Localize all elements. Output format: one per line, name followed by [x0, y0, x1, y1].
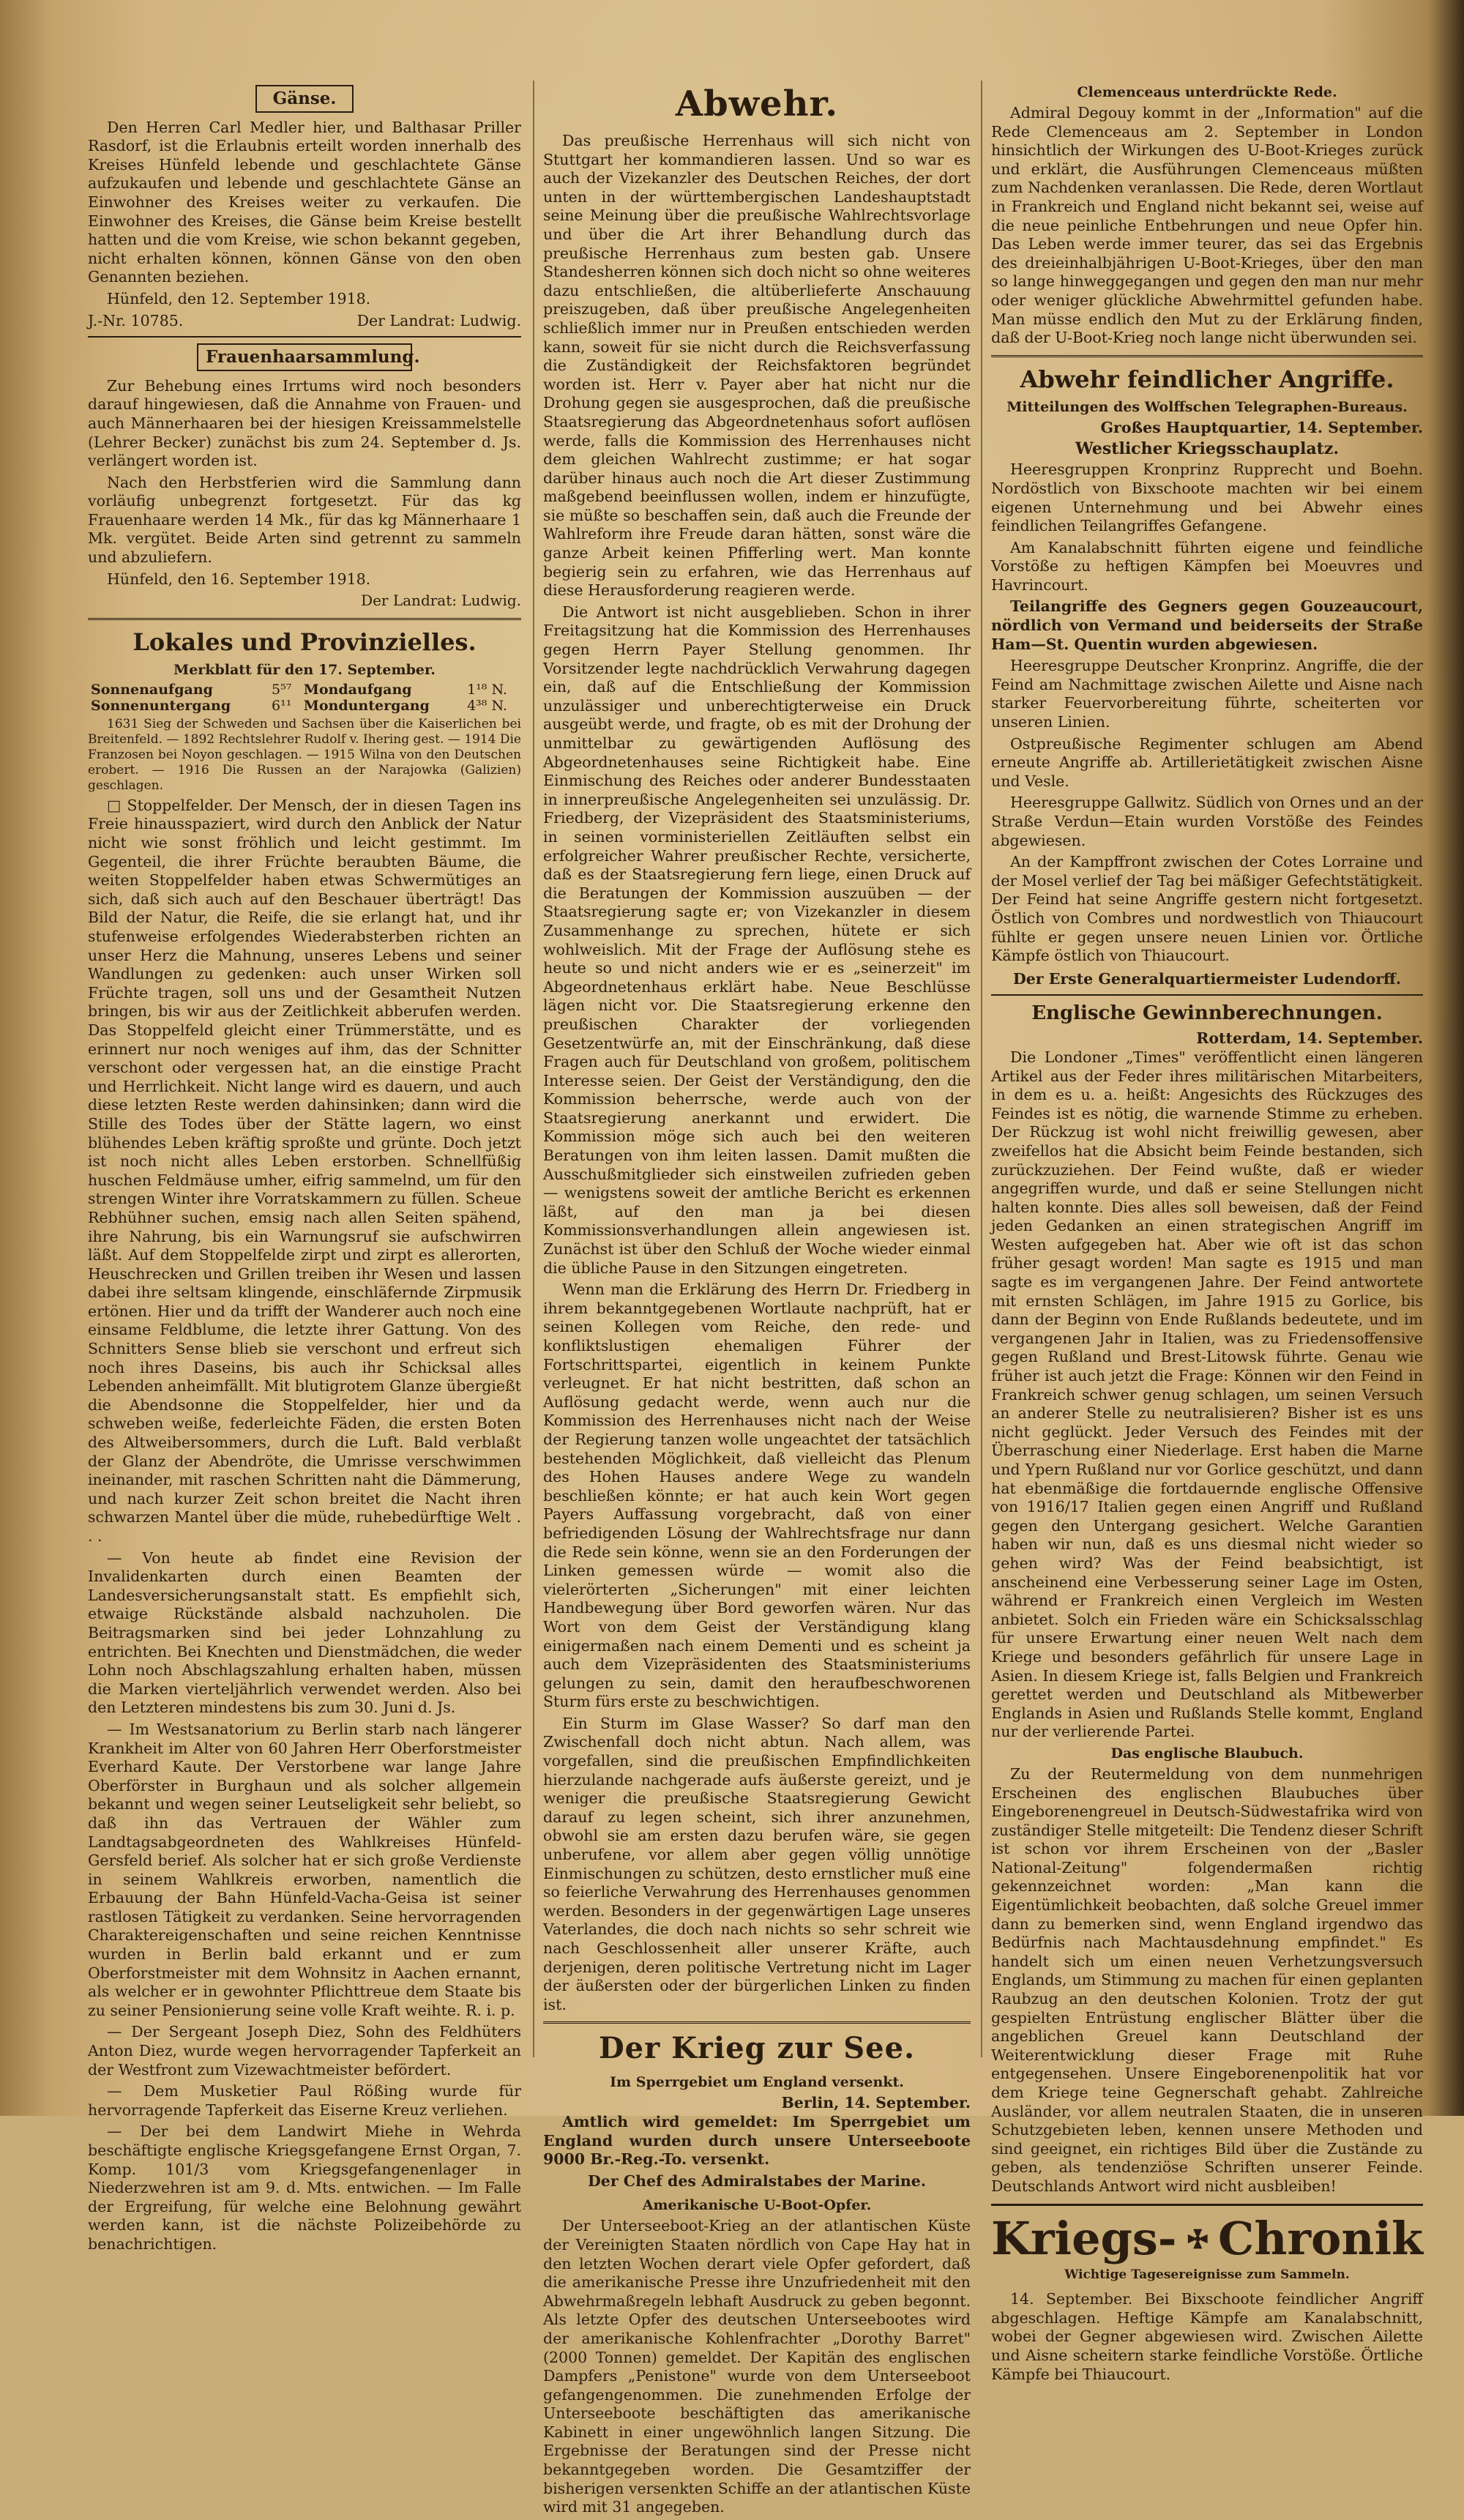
krieg-zur-see-heading: Der Krieg zur See. [598, 2031, 916, 2066]
kriegs-chronik-text: 14. September. Bei Bixschoote feindlicher Angriff abgeschlagen. Heftige Kämpfe am Kanalabschnitt, wobei der Gegner abgewiesen wird. Zwischen Ailette und Aisne scheitern starke feindliche Vorstöße. Örtliche Kämpfe bei Thiaucourt. [991, 2290, 1423, 2383]
sunrise-label: Sonnenaufgang [91, 681, 213, 698]
sunset-label: Sonnenuntergang [91, 697, 231, 714]
divider [543, 2021, 971, 2024]
frauenhaar-text-1: Zur Behebung eines Irrtums wird noch besonders darauf hingewiesen, daß die Annahme von Frauen- und auch Männerhaaren bei der hiesigen Kreissammelstelle (Lehrer Becker) zunächst bis zum 24. September d. Js. verlängert worden ist. [88, 376, 521, 470]
krieg-subheading: Im Sperrgebiet um England versenkt. [610, 2074, 904, 2091]
invaliden-notice: — Von heute ab findet eine Revision der Invalidenkarten durch einen Beamten der Landesversicherungsanstalt statt. Es empfiehlt sich, etwaige Rückstände alsbald nachzuholen. Die Beitragsmarken sind bei jeder Lohnzahlung zu entrichten. Bei Knechten und Dienstmädchen, die weder Lohn noch Abschlagszahlung erhalten haben, müssen die Marken vierteljährlich verwendet werden. Also bei den Letzteren mindestens bis zum 30. Juni d. Js. [88, 1548, 521, 1717]
abwehr-text-2: Die Antwort ist nicht ausgeblieben. Schon in ihrer Freitagsitzung hat die Kommission des Herrenhauses gegen Herrn Payer Stellung genommen. Ihr Vorsitzender legte nachdrücklich Verwahrung dagegen ein, daß auf die Entschließung der Kommission unzulässiger und unberechtigterweise ein Druck ausgeübt werde, und fragte, ob es mit der Drohung der unmittelbar zu gewärtigenden Auflösung des Abgeordnetenhauses seine Richtigkeit habe. Eine Einmischung des Reiches oder anderer Bundesstaaten in innerpreußische Angelegenheiten sei unzulässig. Dr. Friedberg, der Vizepräsident des Staatsministeriums, in seinen vorministeriellen Zeitläuften selbst ein erfolgreicher Wahrer preußischer Rechte, versicherte, daß es der Staatsregierung fern liege, einen Druck auf die Beratungen der Kommission auszuüben — der Staatsregierung sagte er; von Vizekanzler in diesem Zusammenhange zu sprechen, hütete er sich wohlweislich. Mit der Frage der Auflösung stehe es heute so und nicht anders wie er es „seinerzeit" im Abgeordnetenhaus erklärt habe. Neue Beschlüsse lägen nicht vor. Die Staatsregierung erkenne den preußischen Charakter der vorliegenden Gesetzentwürfe an, mit der Einschränkung, daß diese Fragen auch für Deutschland von großem, politischem Interesse seien. Der Geist der Verständigung, den die Kommission beherrsche, werde auch von der Staatsregierung anerkannt und erwidert. Die Kommission möge sich auch bei den weiteren Beratungen von ihm leiten lassen. Damit mußten die Ausschußmitglieder sich einstweilen zufrieden geben — wenigstens soweit der amtliche Bericht es erkennen läßt, auf den man ja bei diesen Kommissionsverhandlungen allein angewiesen ist. Zunächst ist über den Schluß der Woche wieder einmal die übliche Pause in den Sitzungen eingetreten. [543, 603, 971, 1277]
west-text-2: Am Kanalabschnitt führten eigene und feindliche Vorstöße zu heftigen Kämpfen bei Moeuvres und Havrincourt. [991, 538, 1423, 594]
column-rule [533, 81, 534, 2057]
krieg-signature: Der Chef des Admiralstabes der Marine. [588, 2172, 926, 2190]
column-rule [981, 81, 982, 2057]
west-heading: Westlicher Kriegsschauplatz. [1075, 439, 1339, 459]
abwehr-text-1: Das preußische Herrenhaus will sich nicht von Stuttgart her kommandieren lassen. Und so war es auch der Vizekanzler des Deutschen Reiches, der dort unten in der württembergischen Landeshauptstadt seine Meinung über die preußische Wahlrechtsvorlage und über die Art ihrer Behandlung durch das preußische Herrenhaus zum besten gab. Unsere Standesherren können sich doch nicht so ohne weiteres dazu entschließen, die altüberlieferte Anschauung preiszugeben, daß über preußische Angelegenheiten schließlich immer nur in Preußen entschieden werden kann, soweit für sie nicht durch die Reichsverfassung die Zuständigkeit der Reichsfaktoren begründet worden ist. Herr v. Payer aber hat nicht nur die Drohung gegen sie ausgesprochen, daß die preußische Staatsregierung das Abgeordnetenhaus sofort auflösen werde, falls die Kommission des Herrenhauses nicht dem gleichen Wahlrecht zustimme; er hat sogar darüber hinaus auch noch die Art dieser Zustimmung maßgebend beeinflussen wollen, indem er hinzufügte, sie müßte so beschaffen sein, daß auch die Freunde der Wahlreform ihre Freude daran hätten, sonst wäre die ganze Arbeit keinen Pfifferling wert. Man konnte begierig sein zu erfahren, wie das Herrenhaus auf diese Herausforderung reagieren werde. [543, 132, 971, 600]
west-text-5: Ostpreußische Regimenter schlugen am Abend erneute Angriffe ab. Artillerietätigkeit zwischen Aisne und Vesle. [991, 734, 1423, 790]
almanac-table [88, 682, 521, 714]
west-text-1: Heeresgruppen Kronprinz Rupprecht und Boehn. Nordöstlich von Bixschoote machten wir bei einem eigenen Unternehmung und bei Abwehr eines feindlichen Teilangriffes Gefangene. [991, 461, 1423, 535]
west-text-4: Heeresgruppe Deutscher Kronprinz. Angriffe, die der Feind am Nachmittage zwischen Ailette und Aisne nach starker Feuervorbereitung führte, scheiterten vor unseren Linien. [991, 657, 1423, 731]
blaubuch-text: Zu der Reutermeldung von dem nunmehrigen Erscheinen des englischen Blaubuches über Eingeborenengreuel in Deutsch-Südwestafrika wird von zuständiger Stelle mitgeteilt: Die Tendenz dieser Schrift ist schon vor ihrem Erscheinen von der „Basler National-Zeitung" folgendermaßen richtig gekennzeichnet worden: „Man kann die Eigentümlichkeit beobachten, daß solche Greuel immer dann zu bemerken sind, wenn England irgendwo das Bedürfnis nach Machtausdehnung empfindet." Es handelt sich um einen neuen Verhetzungsversuch Englands, um Stimmung zu machen für einen geplanten Raubzug an den deutschen Kolonien. Trotz der gut gespielten Entrüstung englischer Blätter über die angeblichen Greuel kann Deutschland der Weiterentwicklung dieser Frage mit Ruhe entgegensehen. Unsere Eingeborenenpolitik hat vor dem Kriege teine Gegnerschaft gehabt. Zahlreiche Ausländer, vor allem neutralen Staaten, die in unseren Schutzgebieten leben, kennen unsere Methoden und sind geeignet, ein richtiges Bild über die Zustände zu geben, als tendenziöse Schriften unserer Feinde. Deutschlands Antwort wird nicht ausbleiben! [991, 1764, 1423, 2195]
diez-notice: — Der Sergeant Joseph Diez, Sohn des Feldhüters Anton Diez, wurde wegen hervorragender Tapferkeit an der Westfront zum Vizewachtmeister befördert. [88, 2023, 521, 2079]
moonset-value: 4³⁸ N. [467, 697, 507, 714]
column-right [991, 81, 1423, 2387]
clemenceau-heading: Clemenceaus unterdrückte Rede. [1077, 84, 1337, 100]
gaense-date: Hünfeld, den 12. September 1918. [107, 289, 371, 307]
divider [88, 618, 521, 620]
sunset-value: 6¹¹ [271, 697, 292, 714]
kaute-obituary: — Im Westsanatorium zu Berlin starb nach längerer Krankheit im Alter von 60 Jahren Herr Oberforstmeister Everhard Kaute. Der Verstorbene war lange Jahre Oberförster in Burghaun und als solcher allgemein bekannt und wegen seiner Leutseligkeit sehr beliebt, so daß ihn das Vertrauen der Wähler zum Landtagsabgeordneten des Wahlkreises Hünfeld-Gersfeld berief. Als solcher hat er sich große Verdienste in seinem Wahlkreis erworben, namentlich die Erbauung der Bahn Hünfeld-Vacha-Geisa ist seiner rastlosen Tätigkeit zu verdanken. Seine hervorragenden Charaktereigenschaften und seine reichen Kenntnisse wurden in Berlin bald erkannt und er zum Oberforstmeister mit dem Wohnsitz in Aachen ernannt, als welcher er in gewohnter Pflichttreue dem Staate bis zu seiner Pensionierung seine volle Kraft weihte. R. i. p. [88, 1720, 521, 2019]
amerik-text: Der Unterseeboot-Krieg an der atlantischen Küste der Vereinigten Staaten nördlich von Cape Hay hat in den letzten Wochen derart viele Opfer gefordert, daß die amerikanische Presse ihre Unzufriedenheit mit den Abwehrmaßregeln lebhaft Ausdruck zu geben begonnt. Als letzte Opfer des deutschen Unterseebootes wird der amerikanische Kohlenfrachter „Dorothy Barret" (2000 Tonnen) gemeldet. Der Kapitän des englischen Dampfers „Penistone" wurde von dem Unterseeboot gefangengenommen. Die zunehmenden Erfolge der Unterseeboote beschäftigten das amerikanische Kabinett in einer ungewöhnlich langen Sitzung. Die Ergebnisse der Beratungen sind der Presse nicht bekanntgegeben worden. Die Gesamtziffer der bisherigen versenkten Schiffe an der atlantischen Küste wird mit 31 angegeben. [543, 2217, 971, 2516]
landwirt-notice: — Der bei dem Landwirt Miehe in Wehrda beschäftigte englische Kriegsgefangene Ernst Organ, 7. Komp. 101/3 vom Kriegsgefangenenlager in Niederzwehren ist am 9. d. Mts. entwichen. — Im Falle der Ergreifung, für welche eine Belohnung gewährt werden kann, ist die nächste Polizeibehörde zu benachrichtigen. [88, 2122, 521, 2253]
englische-heading: Englische Gewinnberechnungen. [1031, 1002, 1383, 1025]
moonset-label: Monduntergang [303, 697, 430, 714]
abwehr-heading: Abwehr. [675, 83, 839, 124]
frauenhaar-heading: Frauenhaarsammlung. [197, 343, 412, 371]
sunrise-value: 5⁵⁷ [271, 681, 292, 698]
moonrise-value: 1¹⁸ N. [467, 681, 507, 698]
blaubuch-heading: Das englische Blaubuch. [1110, 1745, 1304, 1762]
gaense-text: Den Herren Carl Medler hier, und Balthasar Priller Rasdorf, ist die Erlaubnis erteilt worden innerhalb des Kreises Hünfeld lebende und geschlachtete Gänse aufzukaufen und lebende und geschlachtete Gänse an Einwohner des Kreises weiter zu verkaufen. Die Einwohner des Kreises, die Gänse beim Kreise bestellt hatten und die vom Kreise, wie schon bekannt gegeben, nicht erhalten können, können Gänse von den oben Genannten beziehen. [88, 118, 521, 286]
iron-cross-icon [1187, 2213, 1208, 2264]
column-left [88, 81, 521, 2257]
frauenhaar-date: Hünfeld, den 16. September 1918. [107, 570, 371, 588]
englische-text: Die Londoner „Times" veröffentlicht einen längeren Artikel aus der Feder ihres militärischen Mitarbeiters, in dem es u. a. heißt: Angesichts des Rückzuges des Feindes ist es nötig, die warnende Stimme zu erheben. Der Rückzug ist wohl nicht freiwillig gewesen, aber zweifellos hat die Absicht beim Feinde bestanden, sich zurückzuziehen. Der Feind wußte, daß er wieder angegriffen wurde, und daß er seine Stellungen nicht halten konnte. Dies alles soll beweisen, daß der Feind jeden Gedanken an einen strategischen Angriff im Westen aufgegeben hat. Aber wie oft ist das schon früher gesagt worden! Man sagte es 1915 und man sagte es im vergangenen Jahre. Der Feind antwortete mit ernsten Schlägen, im Jahre 1915 zu Gorlice, bis dann der Beginn von Ende Rußlands bedeutete, und im vergangenen Jahr in Italien, was zu Friedensoffensive gegen Rußland und Brest-Litowsk führte. Genau wie früher ist auch jetzt die Frage: Können wir den Feind in Frankreich schwer genug schlagen, um seinen Versuch an anderer Stelle zu neutralisieren? Bisher ist es uns nicht geglückt. Jeder Versuch des Feindes mit der Überraschung einer Niederlage. Erst haben die Marne und Ypern Rußland nur vor Gorlice geschützt, und dann hat ebenmäßige die fortdauernde englische Offensive von 1916/17 Italien gegen einen Angriff und Rußland gegen den Untergang gesichert. Welche Garantien haben wir nun, daß es uns diesmal nicht wieder so gehen wird? Was der Feind beabsichtigt, ist anscheinend eine Verbesserung seiner Lage im Osten, während er Frankreich einen Vergleich im Westen anbietet. Solch ein Frieden wäre ein Schicksalsschlag für unsere Erwartung einer neuen Welt nach dem Kriege und besonders gefährlich für unsere Lage in Asien. In diesem Kriege ist, falls Belgien und Frankreich gerettet werden und Deutschland als Mitbewerber Englands in Asien und Rußlands Stelle kommt, England nur der verlierende Partei. [991, 1048, 1423, 1741]
hq-dateline: Großes Hauptquartier, 14. September. [1100, 418, 1423, 436]
roessing-notice: — Dem Musketier Paul Rößing wurde für hervorragende Tapferkeit das Eiserne Kreuz verliehen. [88, 2082, 521, 2119]
abwehr-angriffe-heading: Abwehr feindlicher Angriffe. [1020, 365, 1394, 393]
chronik-word: Chronik [1217, 2211, 1423, 2265]
gaense-heading: Gänse. [255, 85, 354, 113]
divider [991, 994, 1423, 996]
kriegs-chronik-subtitle: Wichtige Tagesereignisse zum Sammeln. [1064, 2267, 1350, 2282]
stoppelfelder-text: □ Stoppelfelder. Der Mensch, der in diesen Tagen ins Freie hinausspaziert, wird durch den Anblick der Natur nicht wie sonst fröhlich und leicht gestimmt. Im Gegenteil, die ihrer Früchte beraubten Bäume, die weiten Stoppelfelder haben etwas Schwermütiges an sich, daß sich auch auf den Beschauer überträgt! Das Bild der Natur, die Reife, die sie erlangt hat, und ihr stufenweise erfolgendes Wiederabsterben richten an unser Herz die Mahnung, unseres Lebens und seiner Wandlungen zu gedenken: auch unser Wirken soll Früchte tragen, soll uns und der Gesamtheit Nutzen bringen, bis wir aus der Zeitlichkeit abberufen werden. Das Stoppelfeld gleicht einer Trümmerstätte, und es erinnert nur noch weniges auf ihm, das der Schnitter verschont oder vergessen hat, an die einstige Pracht und Herrlichkeit. Nicht lange wird es dauern, und auch diese letzten Reste werden dahinsinken; dann wird die Stille des Todes über der Stätte lagern, wo einst blühendes Leben kräftig sproßte und grünte. Doch jetzt ist noch nicht alles Leben erstorben. Schnellfüßig huschen Feldmäuse umher, eifrig sammelnd, um für den strengen Winter ihre Vorratskammern zu füllen. Scheue Rebhühner suchen, emsig nach allen Seiten spähend, ihre Nahrung, bis ein Warnungsruf sie aufschwirren läßt. Auf dem Stoppelfelde zirpt und zirpt es allerorten, Heuschrecken und Grillen treiben ihr Wesen und lassen dabei ihre seltsam klingende, einschläfernde Zirpmusik ertönen. Hier und da trifft der Wanderer auch noch eine einsame Feldblume, die letzte ihrer Gattung. Von des Schnitters Sense blieb sie verschont und erfreut sich noch ihres Daseins, bis auch ihr Schicksal alles Lebenden anheimfällt. Mit blutigrotem Glanze übergießt die Abendsonne die Stoppelfelder, hier und da schweben weiße, federleichte Fäden, die ersten Boten des Altweibersommers, durch die Luft. Bald verblaßt der Glanz der Abendröte, die Umrisse verschwimmen ineinander, mit raschen Schritten naht die Dämmerung, und nach kurzer Zeit schon breitet die Nacht ihren schwarzen Mantel über die müde, ruhebedürftige Welt . . . [88, 796, 521, 1545]
gaense-number: J.-Nr. 10785. [88, 311, 184, 329]
history-notes: 1631 Sieg der Schweden und Sachsen über die Kaiserlichen bei Breitenfeld. — 1892 Rechtslehrer Rudolf v. Ihering gest. — 1914 Die Franzosen bei Noyon geschlagen. — 1915 Wilna von den Deutschen erobert. — 1916 Die Russen an der Narajowka (Galizien) geschlagen. [88, 716, 521, 793]
kriegs-word: Kriegs- [991, 2211, 1177, 2265]
wolff-line: Mitteilungen des Wolffschen Telegraphen-Bureaus. [1006, 398, 1408, 415]
gaense-signature: Der Landrat: Ludwig. [356, 311, 521, 329]
frauenhaar-signature: Der Landrat: Ludwig. [361, 592, 521, 610]
divider [991, 355, 1423, 357]
abwehr-text-3: Wenn man die Erklärung des Herrn Dr. Friedberg in ihrem bekanntgegebenen Wortlaute nachprüft, hat er seinen Kollegen vom Reiche, den rede- und konfliktslustigen ehemaligen Führer der Fortschrittspartei, eigentlich in keinem Punkte verleugnet. Er hat nicht bestritten, daß schon an Auflösung gedacht werde, wenn auch nur die Kommission des Herrenhauses nicht nach der Weise der Regierung tanzen wolle ungeachtet der tatsächlich bestehenden Möglichkeit, daß vielleicht das Plenum des Hohen Hauses andere Wege zu wandeln beschließen könnte; er hat auch kein Wort gegen Payers Auffassung vorgebracht, daß von einer befriedigenden Lösung der Wahlrechtsfrage nur dann die Rede sein könne, wenn sie an den Forderungen der Linken gemessen würde — womit also die vielerörterten „Sicherungen" mit einer leichten Handbewegung über Bord geworfen wären. Nur das Wort von dem Geist der Verständigung klang einigermaßen nach einem Dementi und es scheint ja auch dem Vizepräsidenten des Staatsministeriums gelungen zu sein, damit den heraufbeschworenen Sturm fürs erste zu beschwichtigen. [543, 1280, 971, 1711]
kriegs-chronik-banner [991, 2204, 1423, 2264]
divider [88, 336, 521, 338]
krieg-text: Amtlich wird gemeldet: Im Sperrgebiet um England wurden durch unsere Unterseeboote 9000 Br.-Reg.-To. versenkt. [543, 2112, 971, 2169]
ludendorff-signature: Der Erste Generalquartiermeister Ludendorff. [1012, 969, 1402, 988]
englische-dateline: Rotterdam, 14. September. [1196, 1029, 1423, 1048]
amerik-heading: Amerikanische U-Boot-Opfer. [642, 2197, 872, 2214]
west-text-7: An der Kampffront zwischen der Cotes Lorraine und der Mosel verlief der Tag bei mäßiger Gefechtstätigkeit. Der Feind hat seine Angriffe gestern nicht fortgesetzt. Östlich von Combres und nordwestlich von Thiaucourt fühlte er gegen unsere neuen Linien vor. Örtliche Kämpfe östlich von Thiaucourt. [991, 853, 1423, 965]
krieg-dateline: Berlin, 14. September. [781, 2094, 971, 2112]
frauenhaar-text-2: Nach den Herbstferien wird die Sammlung dann vorläufig unbegrenzt fortgesetzt. Für das kg Frauenhaare werden 14 Mk., für das kg Männerhaare 1 Mk. vergütet. Beide Arten sind getrennt zu sammeln und abzuliefern. [88, 473, 521, 567]
column-middle [543, 81, 971, 2520]
abwehr-text-4: Ein Sturm im Glase Wasser? So darf man den Zwischenfall doch nicht abtun. Nach allem, was vorgefallen, sind die preußischen Empfindlichkeiten hierzulande nachgerade aufs äußerste gereizt, und je weniger die preußische Staatsregierung Gewicht darauf zu legen scheint, sich ihrer anzunehmen, obwohl sie am ersten dazu berufen wäre, sie gegen unberufene, vor allem aber gegen völlig unnötige Einmischungen zu schützen, desto ernstlicher muß eine so feierliche Verwahrung des Herrenhauses genommen werden. Besonders in der gegenwärtigen Lage unseres Vaterlandes, die doch nach nichts so sehr schreit wie nach Geschlossenheit aller unserer Kräfte, auch derjenigen, deren politische Vertretung nicht im Lager der äußersten oder der bürgerlichen Linken zu finden ist. [543, 1714, 971, 2013]
lokales-heading: Lokales und Provinzielles. [132, 627, 477, 656]
clemenceau-text: Admiral Degouy kommt in der „Information" auf die Rede Clemenceaus am 2. September in London hinsichtlich der Wirkungen des U-Boot-Krieges zurück und erklärt, die Ausführungen Clemenceaus müßten zum Nachdenken veranlassen. Die Rede, deren Wortlaut in Frankreich und England nicht bekannt sei, weise auf die neue peinliche Entbehrungen und neue Opfer hin. Das Leben werde immer teurer, das sei das Ergebnis des dreieinhalbjährigen U-Boot-Krieges, über den man so lange hinweggegangen und gegen den man nur mehr oder weniger glückliche Abwehrmittel gefunden habe. Man müsse endlich den Mut zu der Erklärung finden, daß der U-Boot-Krieg noch lange nicht überwunden sei. [991, 104, 1423, 347]
west-text-6: Heeresgruppe Gallwitz. Südlich von Ornes und an der Straße Verdun—Etain wurden Vorstöße des Feindes abgewiesen. [991, 794, 1423, 849]
moonrise-label: Mondaufgang [303, 681, 412, 698]
merkblatt-line: Merkblatt für den 17. September. [173, 661, 436, 678]
west-text-3: Teilangriffe des Gegners gegen Gouzeaucourt, nördlich von Vermand und beiderseits der Straße Ham—St. Quentin wurden abgewiesen. [991, 597, 1423, 653]
